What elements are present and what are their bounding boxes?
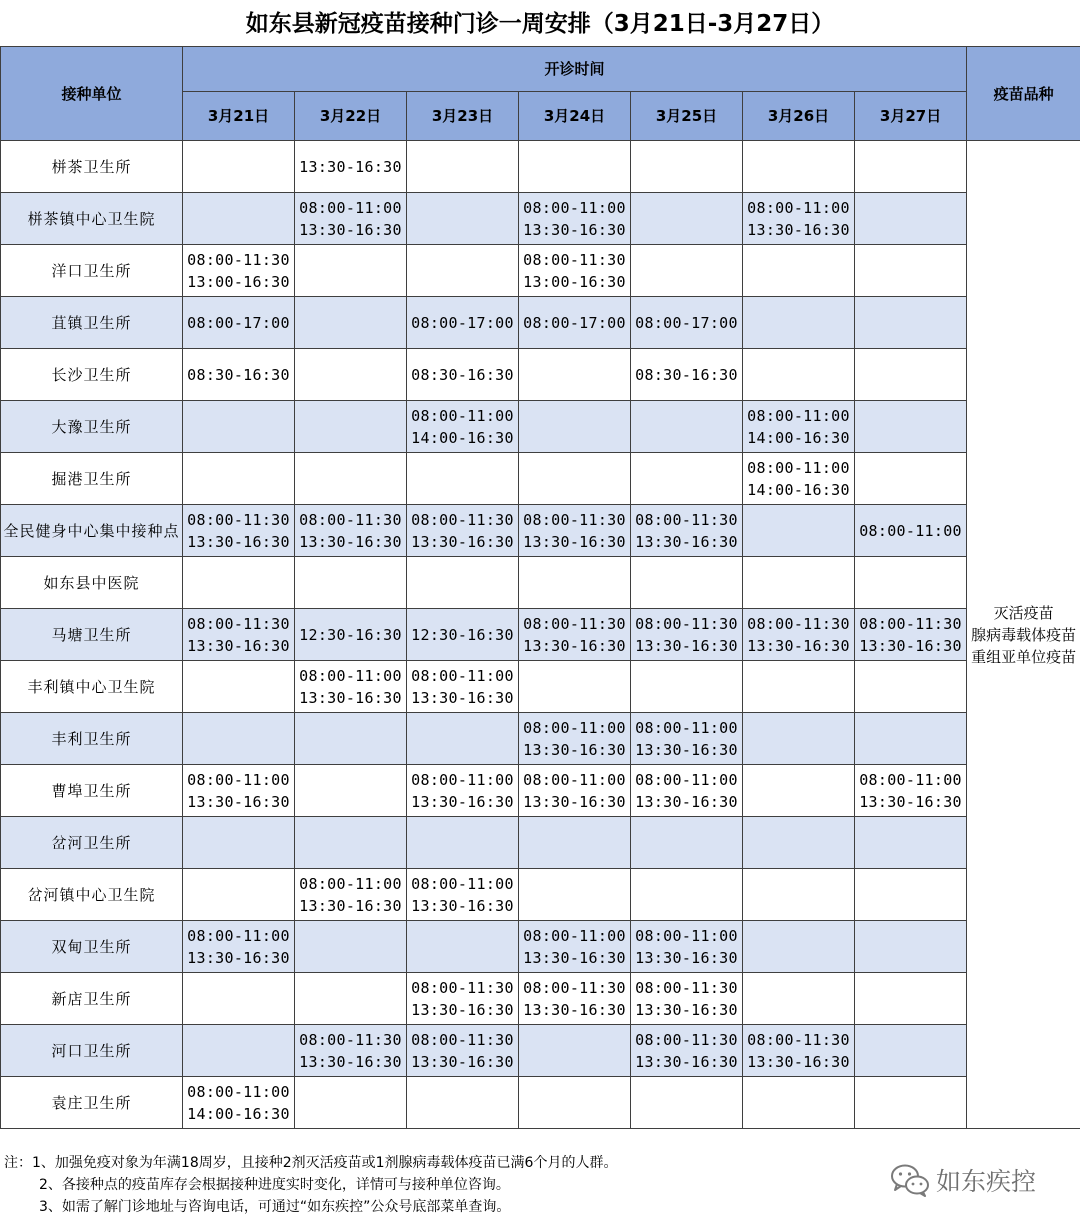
table-row: [1, 973, 1080, 1025]
time-cell: [631, 713, 743, 765]
time-slot: 08:00-11:30: [187, 510, 290, 529]
time-slot: 13:30-16:30: [635, 740, 738, 759]
time-cell: [183, 1025, 295, 1077]
time-slot: 08:00-11:30: [747, 1030, 850, 1049]
time-slot: 08:00-11:30: [747, 614, 850, 633]
time-cell: [743, 869, 855, 921]
vaccine-type: 腺病毒载体疫苗: [971, 625, 1077, 644]
time-slot: 08:00-11:00: [747, 458, 850, 477]
time-cell: [183, 765, 295, 817]
time-slot: 13:30-16:30: [411, 532, 514, 551]
time-cell: [519, 193, 631, 245]
unit-name: 袁庄卫生所: [1, 1077, 183, 1129]
time-cell: [631, 661, 743, 713]
table-row: [1, 1077, 1080, 1129]
time-slot: 13:30-16:30: [635, 948, 738, 967]
time-slot: 08:00-17:00: [411, 313, 514, 332]
time-cell: [295, 661, 407, 713]
time-cell: [295, 245, 407, 297]
time-cell: [183, 869, 295, 921]
note-line: 注：1、加强免疫对象为年满18周岁，且接种2剂灭活疫苗或1剂腺病毒载体疫苗已满6个月的人群。: [4, 1155, 618, 1171]
time-cell: [407, 817, 519, 869]
time-cell: [183, 661, 295, 713]
schedule-body: [1, 141, 1080, 1129]
time-cell: [631, 141, 743, 193]
time-cell: [295, 609, 407, 661]
table-row: [1, 921, 1080, 973]
date-header: 3月23日: [407, 92, 519, 141]
unit-name: 苴镇卫生所: [1, 297, 183, 349]
time-cell: [855, 401, 967, 453]
time-cell: [407, 921, 519, 973]
time-slot: 13:30-16:30: [635, 792, 738, 811]
time-cell: [407, 557, 519, 609]
unit-name: 如东县中医院: [1, 557, 183, 609]
unit-name: 洋口卫生所: [1, 245, 183, 297]
time-slot: 08:00-11:00: [299, 198, 402, 217]
time-slot: 14:00-16:30: [747, 480, 850, 499]
page-title: 如东县新冠疫苗接种门诊一周安排（3月21日-3月27日）: [245, 11, 835, 37]
time-slot: 08:00-17:00: [523, 313, 626, 332]
unit-name: 岔河镇中心卫生院: [1, 869, 183, 921]
time-slot: 13:30-16:30: [299, 220, 402, 239]
time-slot: 13:30-16:30: [411, 1052, 514, 1071]
time-cell: [407, 193, 519, 245]
time-cell: [855, 921, 967, 973]
time-cell: [183, 349, 295, 401]
time-slot: 13:30-16:30: [187, 948, 290, 967]
unit-name: 栟茶镇中心卫生院: [1, 193, 183, 245]
unit-name: 双甸卫生所: [1, 921, 183, 973]
schedule-table: [0, 46, 1080, 1129]
time-slot: 13:30-16:30: [523, 792, 626, 811]
time-cell: [519, 505, 631, 557]
time-cell: [407, 453, 519, 505]
time-slot: 08:00-11:30: [523, 250, 626, 269]
time-cell: [407, 505, 519, 557]
time-cell: [743, 505, 855, 557]
time-cell: [183, 973, 295, 1025]
time-slot: 13:30-16:30: [299, 157, 402, 176]
time-column-header: 开诊时间: [183, 47, 967, 92]
time-cell: [743, 193, 855, 245]
time-cell: [519, 1077, 631, 1129]
time-cell: [519, 817, 631, 869]
table-row: [1, 869, 1080, 921]
time-cell: [407, 401, 519, 453]
unit-name: 丰利卫生所: [1, 713, 183, 765]
unit-name: 岔河卫生所: [1, 817, 183, 869]
time-slot: 13:30-16:30: [635, 532, 738, 551]
time-cell: [295, 973, 407, 1025]
time-cell: [743, 609, 855, 661]
time-cell: [855, 245, 967, 297]
time-cell: [631, 817, 743, 869]
time-slot: 08:00-11:00: [299, 666, 402, 685]
time-cell: [855, 349, 967, 401]
time-cell: [855, 297, 967, 349]
time-slot: 13:30-16:30: [299, 1052, 402, 1071]
time-slot: 13:30-16:30: [411, 1000, 514, 1019]
time-cell: [631, 505, 743, 557]
time-cell: [407, 609, 519, 661]
time-slot: 13:30-16:30: [411, 896, 514, 915]
time-slot: 13:30-16:30: [859, 636, 962, 655]
time-cell: [631, 921, 743, 973]
time-cell: [519, 453, 631, 505]
table-row: [1, 297, 1080, 349]
time-slot: 08:00-11:30: [635, 510, 738, 529]
time-slot: 08:00-11:30: [187, 614, 290, 633]
time-cell: [295, 505, 407, 557]
vaccine-types-cell: [967, 141, 1080, 1129]
time-slot: 13:30-16:30: [411, 792, 514, 811]
time-slot: 08:00-11:30: [299, 1030, 402, 1049]
table-row: [1, 193, 1080, 245]
time-cell: [295, 765, 407, 817]
unit-name: 栟茶卫生所: [1, 141, 183, 193]
unit-name: 全民健身中心集中接种点: [1, 505, 183, 557]
time-cell: [519, 765, 631, 817]
time-cell: [743, 817, 855, 869]
time-slot: 08:30-16:30: [635, 365, 738, 384]
time-slot: 14:00-16:30: [747, 428, 850, 447]
time-cell: [519, 973, 631, 1025]
table-row: [1, 817, 1080, 869]
time-cell: [631, 297, 743, 349]
time-cell: [183, 453, 295, 505]
time-slot: 13:30-16:30: [523, 1000, 626, 1019]
time-cell: [743, 713, 855, 765]
date-header: 3月21日: [183, 92, 295, 141]
time-cell: [183, 921, 295, 973]
time-cell: [743, 297, 855, 349]
time-slot: 08:00-11:00: [635, 770, 738, 789]
time-cell: [631, 869, 743, 921]
date-header: 3月25日: [631, 92, 743, 141]
time-cell: [519, 245, 631, 297]
time-cell: [743, 453, 855, 505]
time-slot: 08:00-17:00: [187, 313, 290, 332]
unit-name: 掘港卫生所: [1, 453, 183, 505]
table-row: [1, 661, 1080, 713]
time-cell: [743, 141, 855, 193]
time-cell: [295, 713, 407, 765]
time-cell: [743, 973, 855, 1025]
unit-name: 河口卫生所: [1, 1025, 183, 1077]
time-slot: 14:00-16:30: [187, 1104, 290, 1123]
time-cell: [855, 1077, 967, 1129]
time-cell: [183, 297, 295, 349]
time-cell: [855, 505, 967, 557]
time-cell: [295, 921, 407, 973]
time-slot: 08:00-11:00: [299, 874, 402, 893]
time-slot: 08:00-11:30: [299, 510, 402, 529]
time-slot: 08:00-17:00: [635, 313, 738, 332]
time-cell: [295, 869, 407, 921]
time-slot: 13:30-16:30: [411, 688, 514, 707]
time-slot: 13:30-16:30: [299, 532, 402, 551]
time-cell: [519, 661, 631, 713]
vaccine-type: 重组亚单位疫苗: [971, 647, 1077, 666]
time-slot: 13:30-16:30: [299, 896, 402, 915]
unit-name: 长沙卫生所: [1, 349, 183, 401]
time-cell: [631, 557, 743, 609]
time-slot: 08:00-11:00: [635, 926, 738, 945]
time-slot: 08:30-16:30: [187, 365, 290, 384]
time-slot: 08:00-11:00: [523, 926, 626, 945]
time-cell: [743, 245, 855, 297]
time-cell: [631, 765, 743, 817]
time-cell: [743, 661, 855, 713]
unit-name: 丰利镇中心卫生院: [1, 661, 183, 713]
time-slot: 08:00-11:30: [523, 510, 626, 529]
time-slot: 13:30-16:30: [187, 636, 290, 655]
time-cell: [183, 609, 295, 661]
time-slot: 08:00-11:30: [187, 250, 290, 269]
time-cell: [631, 193, 743, 245]
date-header: 3月22日: [295, 92, 407, 141]
time-cell: [407, 141, 519, 193]
date-header: 3月26日: [743, 92, 855, 141]
time-slot: 13:30-16:30: [635, 636, 738, 655]
table-row: [1, 1025, 1080, 1077]
time-cell: [519, 609, 631, 661]
time-slot: 08:00-11:00: [411, 770, 514, 789]
time-slot: 12:30-16:30: [411, 625, 514, 644]
time-cell: [183, 141, 295, 193]
time-slot: 13:30-16:30: [523, 532, 626, 551]
time-slot: 08:00-11:30: [411, 510, 514, 529]
time-cell: [855, 661, 967, 713]
unit-name: 曹埠卫生所: [1, 765, 183, 817]
time-cell: [407, 765, 519, 817]
time-slot: 13:00-16:30: [523, 272, 626, 291]
time-slot: 12:30-16:30: [299, 625, 402, 644]
vaccine-type: 灭活疫苗: [993, 603, 1054, 622]
time-cell: [519, 869, 631, 921]
time-cell: [183, 505, 295, 557]
time-cell: [295, 1025, 407, 1077]
time-slot: 13:00-16:30: [187, 272, 290, 291]
time-slot: 08:00-11:00: [523, 718, 626, 737]
time-cell: [743, 1077, 855, 1129]
time-cell: [183, 401, 295, 453]
time-slot: 08:00-11:00: [747, 406, 850, 425]
table-row: [1, 557, 1080, 609]
time-slot: 08:00-11:00: [187, 1082, 290, 1101]
time-cell: [295, 1077, 407, 1129]
time-slot: 13:30-16:30: [187, 532, 290, 551]
time-slot: 08:00-11:30: [411, 978, 514, 997]
time-cell: [295, 453, 407, 505]
time-slot: 13:30-16:30: [299, 688, 402, 707]
time-cell: [743, 557, 855, 609]
time-cell: [855, 557, 967, 609]
time-slot: 13:30-16:30: [859, 792, 962, 811]
time-slot: 08:00-11:00: [411, 874, 514, 893]
time-cell: [743, 1025, 855, 1077]
time-slot: 08:00-11:30: [635, 614, 738, 633]
time-cell: [743, 765, 855, 817]
table-row: [1, 453, 1080, 505]
time-slot: 08:00-11:30: [523, 978, 626, 997]
time-cell: [183, 1077, 295, 1129]
table-row: [1, 349, 1080, 401]
time-cell: [743, 921, 855, 973]
time-slot: 14:00-16:30: [411, 428, 514, 447]
time-cell: [295, 349, 407, 401]
time-cell: [183, 713, 295, 765]
time-cell: [519, 297, 631, 349]
time-cell: [519, 401, 631, 453]
time-cell: [407, 869, 519, 921]
time-slot: 08:00-11:00: [859, 770, 962, 789]
time-cell: [407, 661, 519, 713]
vaccine-column-header: 疫苗品种: [967, 47, 1080, 141]
time-cell: [743, 349, 855, 401]
time-slot: 13:30-16:30: [747, 1052, 850, 1071]
time-cell: [855, 869, 967, 921]
time-cell: [295, 297, 407, 349]
time-cell: [855, 973, 967, 1025]
time-cell: [743, 401, 855, 453]
time-slot: 08:00-11:00: [523, 198, 626, 217]
time-cell: [295, 193, 407, 245]
time-cell: [183, 245, 295, 297]
time-slot: 08:00-11:00: [859, 521, 962, 540]
table-row: [1, 713, 1080, 765]
time-cell: [855, 713, 967, 765]
date-header: 3月27日: [855, 92, 967, 141]
time-cell: [631, 1025, 743, 1077]
time-cell: [295, 141, 407, 193]
time-slot: 08:00-11:30: [859, 614, 962, 633]
unit-name: 大豫卫生所: [1, 401, 183, 453]
time-cell: [407, 297, 519, 349]
table-row: [1, 765, 1080, 817]
time-cell: [519, 921, 631, 973]
time-cell: [631, 245, 743, 297]
notes: [4, 1152, 864, 1218]
time-slot: 13:30-16:30: [635, 1000, 738, 1019]
time-cell: [519, 349, 631, 401]
watermark: [890, 1160, 1036, 1200]
note-line: 3、如需了解门诊地址与咨询电话，可通过“如东疾控”公众号底部菜单查询。: [39, 1199, 511, 1215]
time-slot: 08:00-11:00: [523, 770, 626, 789]
wechat-icon: [890, 1163, 930, 1197]
time-slot: 08:00-11:30: [411, 1030, 514, 1049]
time-cell: [631, 1077, 743, 1129]
table-row: [1, 505, 1080, 557]
time-slot: 13:30-16:30: [523, 636, 626, 655]
time-cell: [407, 713, 519, 765]
time-cell: [519, 1025, 631, 1077]
time-slot: 13:30-16:30: [523, 220, 626, 239]
time-cell: [519, 713, 631, 765]
time-cell: [407, 973, 519, 1025]
time-slot: 08:00-11:30: [523, 614, 626, 633]
time-slot: 08:30-16:30: [411, 365, 514, 384]
time-cell: [183, 193, 295, 245]
time-slot: 08:00-11:30: [635, 978, 738, 997]
note-line: 2、各接种点的疫苗库存会根据接种进度实时变化，详情可与接种单位咨询。: [39, 1177, 510, 1193]
time-cell: [407, 1077, 519, 1129]
time-cell: [631, 401, 743, 453]
time-slot: 08:00-11:00: [187, 926, 290, 945]
time-slot: 13:30-16:30: [523, 740, 626, 759]
table-row: [1, 245, 1080, 297]
time-cell: [295, 401, 407, 453]
time-cell: [855, 765, 967, 817]
time-slot: 13:30-16:30: [187, 792, 290, 811]
time-cell: [183, 557, 295, 609]
time-cell: [855, 1025, 967, 1077]
unit-name: 新店卫生所: [1, 973, 183, 1025]
time-cell: [631, 453, 743, 505]
time-cell: [407, 245, 519, 297]
time-cell: [855, 817, 967, 869]
time-slot: 08:00-11:00: [187, 770, 290, 789]
time-slot: 13:30-16:30: [635, 1052, 738, 1071]
time-cell: [631, 973, 743, 1025]
table-row: [1, 141, 1080, 193]
table-row: [1, 401, 1080, 453]
unit-column-header: 接种单位: [1, 47, 183, 141]
time-slot: 08:00-11:00: [747, 198, 850, 217]
time-cell: [631, 609, 743, 661]
unit-name: 马塘卫生所: [1, 609, 183, 661]
time-cell: [295, 557, 407, 609]
time-cell: [519, 141, 631, 193]
time-slot: 13:30-16:30: [747, 220, 850, 239]
time-cell: [407, 349, 519, 401]
time-cell: [631, 349, 743, 401]
time-cell: [855, 141, 967, 193]
time-cell: [295, 817, 407, 869]
watermark-text: 如东疾控: [936, 1167, 1037, 1196]
time-cell: [855, 453, 967, 505]
time-slot: 08:00-11:00: [635, 718, 738, 737]
time-slot: 08:00-11:30: [635, 1030, 738, 1049]
time-slot: 08:00-11:00: [411, 406, 514, 425]
time-cell: [519, 557, 631, 609]
date-header: 3月24日: [519, 92, 631, 141]
table-row: [1, 609, 1080, 661]
time-cell: [855, 193, 967, 245]
time-slot: 08:00-11:00: [411, 666, 514, 685]
time-cell: [407, 1025, 519, 1077]
time-slot: 13:30-16:30: [523, 948, 626, 967]
time-cell: [855, 609, 967, 661]
time-cell: [183, 817, 295, 869]
time-slot: 13:30-16:30: [747, 636, 850, 655]
